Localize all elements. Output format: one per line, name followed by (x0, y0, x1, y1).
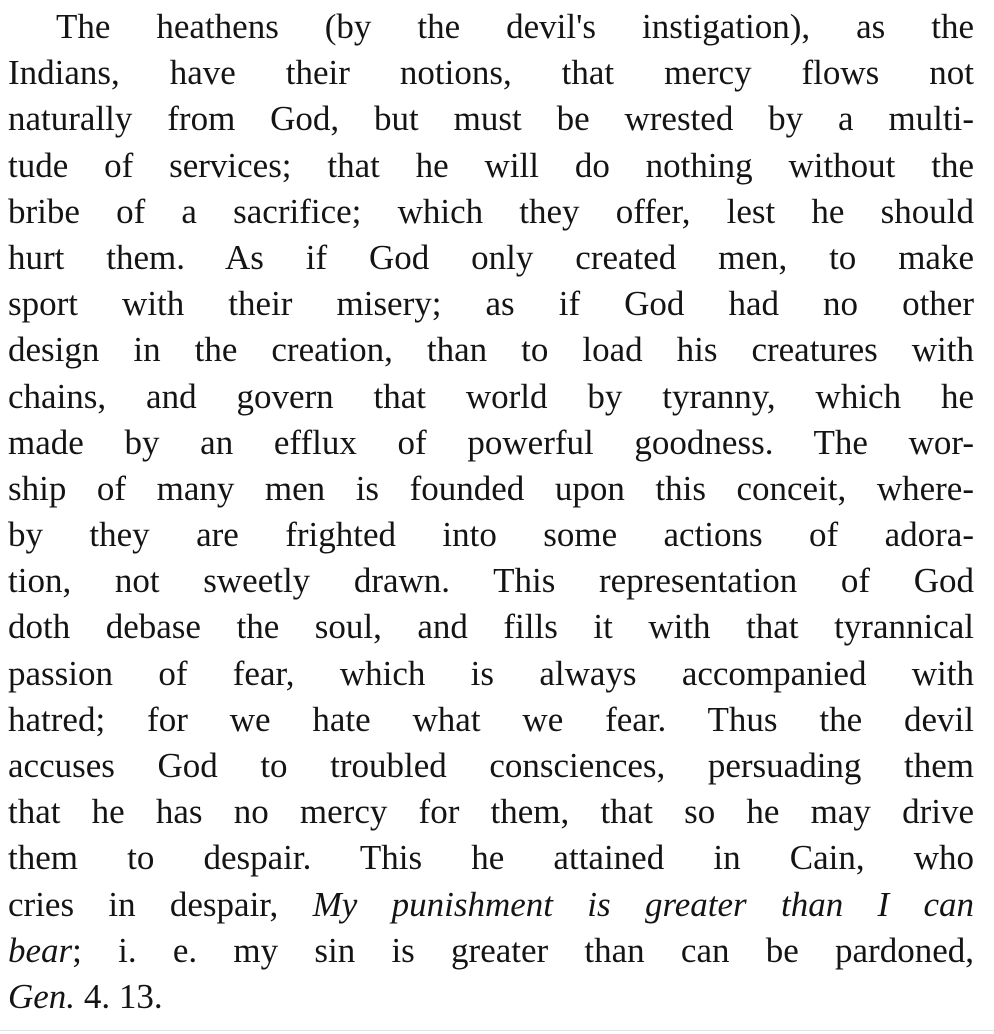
text-line: naturally from God, but must be wrested by a multi- (8, 99, 974, 139)
page-bottom-edge (0, 1030, 994, 1031)
text-line: tude of services; that he will do nothing without the (8, 145, 974, 185)
line-roman-part: cries in despair, (8, 884, 313, 924)
text-line: by they are frighted into some actions of adora- (8, 515, 974, 555)
scripture-quotation-end: bear (8, 930, 73, 970)
text-line-with-quotation (8, 928, 974, 974)
text-line: design in the creation, than to load his creatures with (8, 330, 974, 370)
line-roman-part: ; i. e. my sin is greater than can be pardoned, (72, 930, 974, 970)
text-line-with-quotation (8, 882, 974, 928)
text-line: chains, and govern that world by tyranny, which he (8, 376, 974, 416)
scripture-quotation: My punishment is greater than I can (312, 884, 974, 924)
text-line: hurt them. As if God only created men, to make (8, 237, 974, 277)
text-line: The heathens (by the devil's instigation), as the (56, 7, 974, 46)
text-line: Indians, have their notions, that mercy flows not (8, 53, 974, 93)
text-line: ship of many men is founded upon this conceit, where- (8, 468, 974, 508)
text-line: tion, not sweetly drawn. This representation of God (8, 561, 974, 601)
scripture-reference-line (8, 974, 974, 1020)
chapter-verse: 4. 13. (75, 976, 163, 1016)
text-line: that he has no mercy for them, that so he may drive (8, 792, 974, 832)
text-line: passion of fear, which is always accompanied with (8, 653, 974, 693)
text-line: doth debase the soul, and fills it with that tyrannical (8, 607, 974, 647)
body-paragraph (8, 4, 974, 1020)
text-line: hatred; for we hate what we fear. Thus the devil (8, 699, 974, 739)
text-line: accuses God to troubled consciences, persuading them (8, 746, 974, 785)
book-abbreviation: Gen. (8, 976, 76, 1016)
text-line: sport with their misery; as if God had no other (8, 284, 974, 324)
text-line: them to despair. This he attained in Cain, who (8, 838, 974, 878)
text-line: made by an efflux of powerful goodness. The wor- (8, 422, 974, 462)
text-line: bribe of a sacrifice; which they offer, lest he should (8, 191, 974, 231)
